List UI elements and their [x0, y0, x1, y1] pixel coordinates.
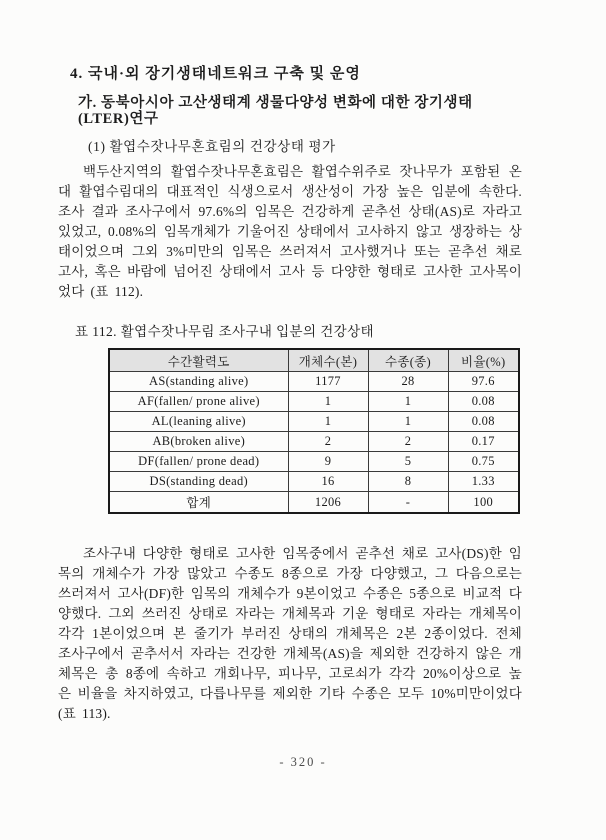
table-cell: -: [368, 492, 448, 514]
table-total-row: [109, 492, 519, 514]
table-cell: 1.33: [448, 472, 519, 492]
table-cell: 1: [288, 412, 368, 432]
table-cell: 97.6: [448, 372, 519, 392]
item-heading: (1) 활엽수잣나무혼효림의 건강상태 평가: [88, 139, 336, 154]
table-row: [109, 392, 519, 412]
table-row: [109, 412, 519, 432]
table-row: [109, 472, 519, 492]
paragraph-dead-tree-detail: 조사구내 다양한 형태로 고사한 임목중에서 곧추선 채로 고사(DS)한 임목의 개체수가 가장 많았고 수종도 8종으로 가장 다양했고, 그 다음으로는 쓰러져서 고사(DF)한 임목의 개체수가 9본이었고 수종은 5종으로 비교적 다양했다. 그외 쓰러진 상태로 자라는 개체목과 기운 형태로 자라는 개체목이 각각 1본이었으며 본 줄기가 부러진 상태의 개체목은 2본 2종이었다. 전체 조사구에서 곧추서서 자라는 건강한 개체목(AS)을 제외한 건강하지 않은 개체목은 총 8종에 속하고 개회나무, 피나무, 고로쇠가 각각 20%이상으로 높은 비율을 차지하였고, 다릅나무를 제외한 기타 수종은 모두 10%미만이었다 (표 113).: [58, 546, 522, 721]
column-header: 수간활력도: [109, 349, 288, 372]
page-content: [58, 66, 522, 724]
table-cell: 1206: [288, 492, 368, 514]
table-body: [109, 372, 519, 514]
table-cell: 0.08: [448, 412, 519, 432]
table-cell: 2: [288, 432, 368, 452]
table-caption: 표 112. 활엽수잣나무림 조사구내 입분의 건강상태: [75, 324, 374, 339]
table-header-row: [109, 349, 519, 372]
table-cell: 9: [288, 452, 368, 472]
table-row: [109, 432, 519, 452]
table-header: [109, 349, 519, 372]
table-cell: DS(standing dead): [109, 472, 288, 492]
table-cell: 28: [368, 372, 448, 392]
table-cell: 1: [288, 392, 368, 412]
stand-health-table: [108, 348, 520, 514]
table-cell: 8: [368, 472, 448, 492]
table-cell: 합계: [109, 492, 288, 514]
section-heading: 4. 국내·외 장기생태네트워크 구축 및 운영: [70, 66, 361, 82]
page-number: - 320 -: [279, 755, 327, 769]
table-cell: AS(standing alive): [109, 372, 288, 392]
table-row: [109, 452, 519, 472]
table-cell: DF(fallen/ prone dead): [109, 452, 288, 472]
table-cell: 5: [368, 452, 448, 472]
table-cell: 16: [288, 472, 368, 492]
table-cell: 2: [368, 432, 448, 452]
table-cell: 0.17: [448, 432, 519, 452]
table-cell: 0.75: [448, 452, 519, 472]
table-cell: 100: [448, 492, 519, 514]
table-cell: AL(leaning alive): [109, 412, 288, 432]
table-cell: 1: [368, 392, 448, 412]
column-header: 개체수(본): [288, 349, 368, 372]
table-cell: 0.08: [448, 392, 519, 412]
table-cell: AB(broken alive): [109, 432, 288, 452]
paragraph-health-overview: 백두산지역의 활엽수잣나무혼효림은 활엽수위주로 잣나무가 포함된 온대 활엽수림대의 대표적인 식생으로서 생산성이 가장 높은 임분에 속한다. 조사 결과 조사구에서 97.6%의 임목은 건강하게 곧추선 상태(AS)로 자라고 있었고, 0.08%의 임목개체가 기울어진 상태에서 고사하지 않고 생장하는 상태이었으며 그외 3%미만의 임목은 쓰러져서 고사했거나 또는 곧추선 채로 고사, 혹은 바람에 넘어진 상태에서 고사 등 다양한 형태로 고사한 고사목이었다 (표 112).: [58, 164, 522, 299]
column-header: 수종(종): [368, 349, 448, 372]
subsection-heading: 가. 동북아시아 고산생태계 생물다양성 변화에 대한 장기생태(LTER)연구: [78, 95, 473, 127]
column-header: 비율(%): [448, 349, 519, 372]
table-row: [109, 372, 519, 392]
table-cell: 1177: [288, 372, 368, 392]
table-cell: 1: [368, 412, 448, 432]
table-cell: AF(fallen/ prone alive): [109, 392, 288, 412]
